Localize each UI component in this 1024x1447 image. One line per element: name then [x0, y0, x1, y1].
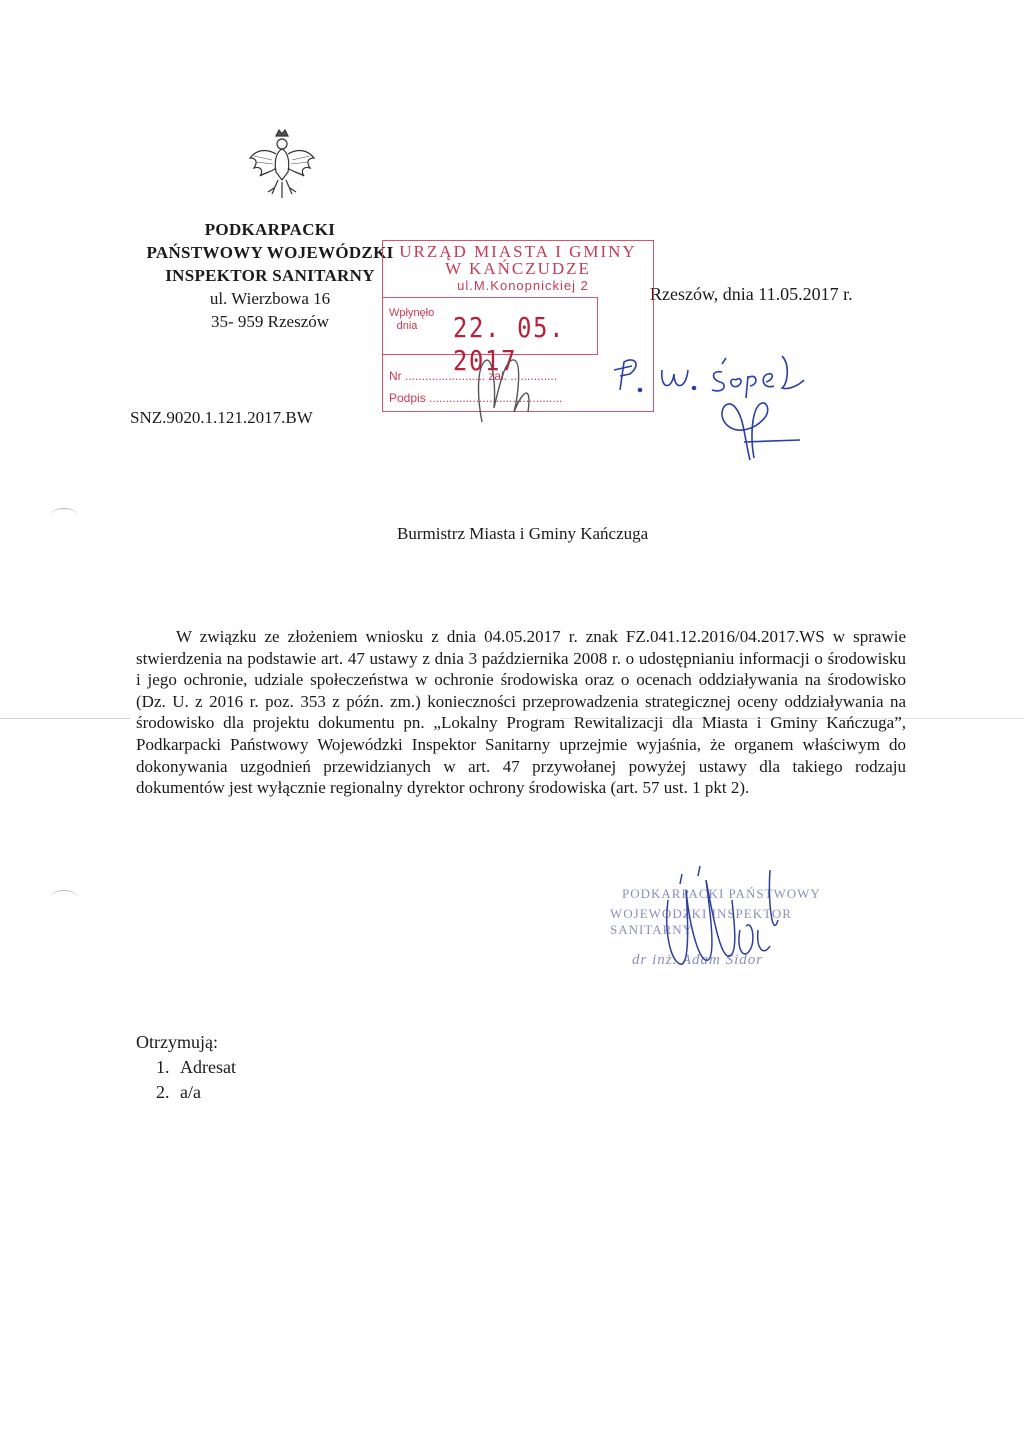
handwritten-note	[612, 350, 822, 400]
polish-eagle-emblem-icon	[246, 128, 318, 204]
punch-hole-mark	[50, 508, 78, 523]
receivers-list	[136, 1055, 236, 1105]
handwritten-initials	[704, 396, 804, 466]
recipient: Burmistrz Miasta i Gminy Kańczuga	[397, 524, 649, 543]
signature-stamp-line1: PODKARPACKI PAŃSTWOWY	[622, 886, 821, 901]
stamp-title2: W KAŃCZUDZE	[445, 259, 591, 278]
stamp-nr-line: Nr ........................ zał. ..............	[389, 369, 558, 383]
reference-number: SNZ.9020.1.121.2017.BW	[130, 408, 313, 427]
receiver-item: 1. Adresat	[174, 1055, 236, 1080]
stamp-signature-line: Podpis ........................................	[389, 391, 563, 405]
signature-stamp-name: dr inż. Adam Sidor	[632, 952, 764, 968]
stamp-title1: URZĄD MIASTA I GMINY	[399, 242, 637, 261]
letter-body	[136, 626, 906, 799]
sender-city: 35- 959 Rzeszów	[210, 312, 330, 331]
receiver-item: 2. a/a	[174, 1080, 236, 1105]
sender-block	[140, 218, 400, 333]
sender-street: ul. Wierzbowa 16	[209, 289, 331, 308]
handwritten-signature	[640, 860, 800, 990]
punch-hole-mark	[50, 890, 78, 905]
stamp-received-date: 22. 05. 2017	[453, 311, 566, 377]
body-paragraph: W związku ze złożeniem wniosku z dnia 04.05.2017 r. znak FZ.041.12.2016/04.2017.WS w sprawie stwierdzenia na podstawie art. 47 ustawy z dnia 3 października 2008 r. o udostępnianiu informacji o środowisku i jego ochronie, udziale społeczeństwa w ochronie środowiska oraz o ocenach oddziaływania na środowisko (Dz. U. z 2016 r. poz. 353 z późn. zm.) konieczności przeprowadzenia strategicznej oceny oddziaływania na środowisko dla projektu dokumentu pn. „Lokalny Program Rewitalizacji dla Miasta i Gminy Kańczuga”, Podkarpacki Państwowy Wojewódzki Inspektor Sanitarny uprzejmie wyjaśnia, że organem właściwym do dokonywania uzgodnień przewidzianych w art. 47 przywołanej powyżej ustawy dla takiego rodzaju dokumentów jest wyłącznie regionalny dyrektor ochrony środowiska (art. 57 ust. 1 pkt 2).	[136, 627, 906, 798]
sender-name-line2: PAŃSTWOWY WOJEWÓDZKI	[146, 243, 394, 262]
stamp-street: ul.M.Konopnickiej 2	[457, 278, 589, 293]
letter-date: Rzeszów, dnia 11.05.2017 r.	[650, 284, 853, 304]
scan-artifact	[0, 718, 130, 719]
signature-stamp-line2: WOJEWÓDZKI INSPEKTOR SANITARNY	[610, 906, 792, 937]
sender-name-line3: INSPEKTOR SANITARNY	[165, 266, 375, 285]
stamp-received-label: Wpłynęło dnia	[389, 307, 435, 332]
receivers-heading: Otrzymują:	[136, 1032, 218, 1052]
receivers-block	[136, 1030, 236, 1105]
sender-name-line1: PODKARPACKI	[204, 220, 336, 239]
handwritten-initial-scribble	[470, 352, 540, 426]
